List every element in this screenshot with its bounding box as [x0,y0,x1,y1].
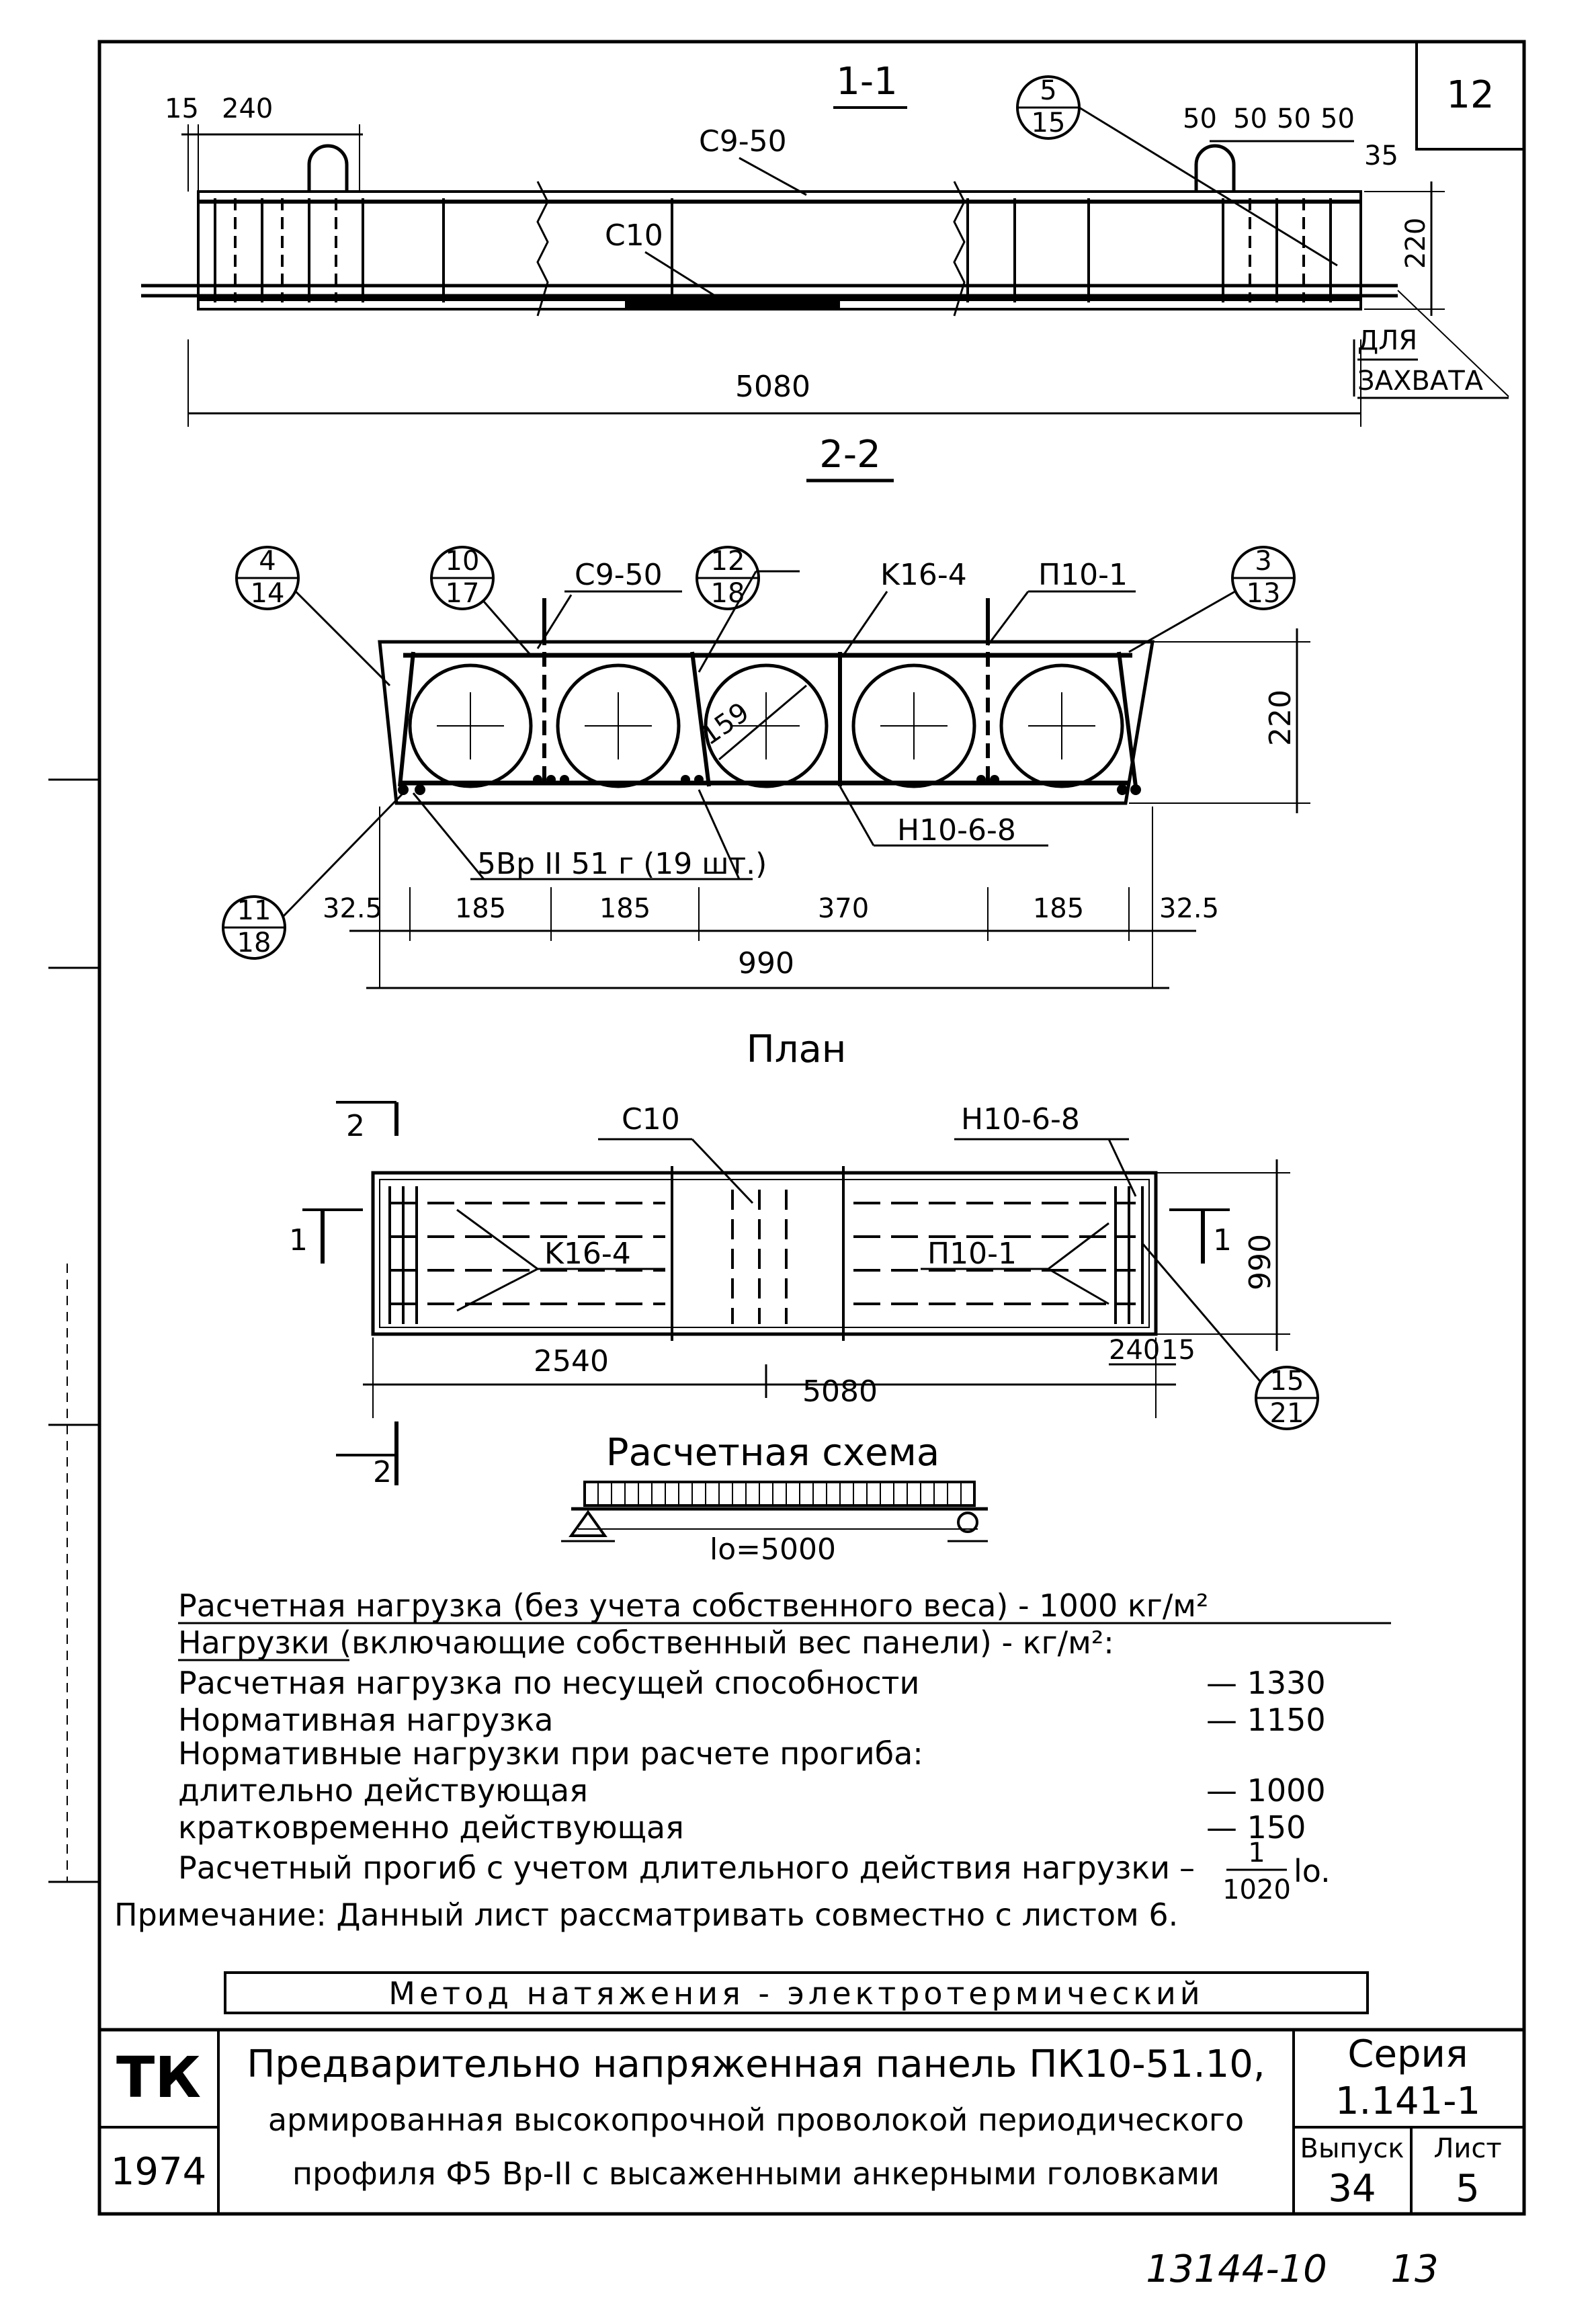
svg-text:50: 50 [1277,104,1311,134]
callout-3-13 [1129,546,1294,652]
svg-text:ЗАХВАТА: ЗАХВАТА [1357,366,1484,397]
svg-text:П10-1: П10-1 [927,1237,1017,1271]
series-value: 1.141-1 [1335,2079,1481,2123]
svg-text:Метод натяжения - электротерми: Метод натяжения - электротермический [388,1975,1204,2012]
svg-text:— 1330: — 1330 [1206,1665,1326,1701]
label-c10: C10 [605,218,663,253]
svg-text:14: 14 [250,578,285,609]
svg-text:C10: C10 [622,1102,680,1137]
lifting-loop-left [309,146,347,192]
title-line-1: Предварительно напряженная панель ПК10-51.10, [247,2043,1265,2086]
archive-suffix: 13 [1390,2247,1439,2291]
corner-number: 12 [1446,73,1495,117]
svg-text:2: 2 [346,1109,365,1143]
hollow-cores [410,665,1122,786]
plan-view [289,1028,1318,1489]
callout-4-14 [237,546,390,686]
svg-text:5: 5 [1040,75,1057,106]
svg-text:21: 21 [1269,1398,1304,1429]
svg-text:lo.: lo. [1294,1853,1331,1889]
svg-text:K16-4: K16-4 [544,1237,631,1271]
load-hatch [585,1482,974,1505]
callout-10-17 [431,546,531,655]
svg-text:2540: 2540 [534,1344,609,1378]
svg-text:lo=5000: lo=5000 [710,1532,836,1567]
section-2-2 [223,433,1310,988]
svg-text:— 150: — 150 [1206,1809,1306,1846]
sheet-label: Лист [1433,2133,1502,2164]
svg-text:длительно действующая: длительно действующая [178,1772,588,1809]
svg-text:17: 17 [445,578,480,609]
svg-text:18: 18 [237,927,271,958]
svg-text:220: 220 [1263,690,1298,746]
svg-text:185: 185 [599,893,651,924]
issue-label: Выпуск [1300,2133,1404,2164]
svg-text:5080: 5080 [735,370,810,404]
svg-text:990: 990 [1243,1234,1277,1290]
method-box [225,1973,1368,2013]
loads-text [114,1587,1391,1933]
archive-number: 13144-10 [1146,2247,1327,2291]
svg-text:4: 4 [259,546,276,577]
svg-text:159: 159 [695,696,755,752]
section-1-1-title: 1-1 [836,60,898,104]
svg-text:185: 185 [454,893,507,924]
svg-text:H10-6-8: H10-6-8 [961,1102,1080,1137]
series-label: Серия [1347,2032,1468,2076]
svg-text:H10-6-8: H10-6-8 [897,813,1016,848]
svg-text:11: 11 [237,895,271,926]
title-line-3: профиля Ф5 Bp-II с высаженными анкерными головками [292,2155,1220,2192]
svg-text:50: 50 [1320,104,1355,134]
svg-text:–: – [1179,1850,1195,1886]
dim-5080-1-1 [188,339,1361,427]
beam-elevation [198,192,1361,309]
svg-text:35: 35 [1364,140,1398,171]
svg-text:Нормативная нагрузка: Нормативная нагрузка [178,1702,554,1738]
svg-text:15: 15 [165,93,199,124]
label-c9-50: C9-50 [699,124,787,159]
svg-text:Расчетная нагрузка по несущей: Расчетная нагрузка по несущей способности [178,1665,920,1701]
c10-mesh [625,301,840,309]
binding-marks [48,780,99,1882]
svg-text:Расчетная нагрузка (без учета: Расчетная нагрузка (без учета собственного веса) - 1000 кг/м² [178,1587,1209,1624]
svg-text:Примечание: Данный лист рассма: Примечание: Данный лист рассматривать совместно с листом 6. [114,1897,1179,1933]
svg-text:50: 50 [1183,104,1217,134]
scheme-title: Расчетная схема [605,1431,940,1475]
plan-outline [373,1173,1156,1334]
svg-text:— 1000: — 1000 [1206,1772,1326,1809]
svg-text:240: 240 [222,93,274,124]
svg-text:Нормативные нагрузки при расче: Нормативные нагрузки при расчете прогиба: [178,1735,923,1772]
svg-text:50: 50 [1233,104,1267,134]
svg-text:Расчетный прогиб с учетом длит: Расчетный прогиб с учетом длительного действия нагрузки [178,1850,1170,1886]
svg-text:185: 185 [1032,893,1085,924]
section-2-2-title: 2-2 [819,433,881,477]
svg-text:ДЛЯ: ДЛЯ [1357,325,1418,356]
year: 1974 [110,2150,207,2194]
svg-text:15: 15 [1031,108,1066,138]
cut-marker-2-top [336,1102,396,1143]
svg-text:C9-50: C9-50 [575,558,663,592]
sheet-value: 5 [1456,2167,1480,2211]
svg-text:1: 1 [1213,1223,1232,1257]
callout-11-18 [223,793,403,958]
svg-text:П10-1: П10-1 [1038,558,1128,592]
dim-220-2-2 [1129,628,1310,813]
svg-text:5080: 5080 [802,1374,878,1409]
svg-text:10: 10 [445,546,480,577]
svg-text:Нагрузки (включающие собственн: Нагрузки (включающие собственный вес панели) - кг/м²: [178,1624,1114,1661]
svg-text:1020: 1020 [1222,1874,1291,1905]
design-scheme [561,1431,988,1567]
plan-title: План [746,1028,847,1071]
svg-text:990: 990 [738,946,794,981]
svg-text:13: 13 [1246,578,1281,609]
dims-bottom-plan [363,1335,1195,1418]
svg-text:12: 12 [710,546,745,577]
svg-text:240: 240 [1109,1335,1161,1366]
corner-number-box [1417,42,1524,149]
svg-text:3: 3 [1255,546,1272,577]
svg-text:1: 1 [1248,1838,1265,1868]
lifting-loop-right [1196,146,1234,192]
svg-text:18: 18 [710,578,745,609]
support-left [571,1512,605,1536]
svg-text:220: 220 [1400,217,1431,269]
svg-text:15: 15 [1269,1366,1304,1397]
section-1-1 [141,60,1509,427]
svg-text:кратковременно действующая: кратковременно действующая [178,1809,684,1846]
title-line-2: армированная высокопрочной проволокой периодического [267,2102,1245,2138]
svg-text:32.5: 32.5 [1159,893,1220,924]
svg-text:1: 1 [289,1223,308,1257]
svg-text:— 1150: — 1150 [1206,1702,1326,1738]
issue-value: 34 [1328,2167,1376,2211]
svg-text:5Bp II 51 г (19 шт.): 5Bp II 51 г (19 шт.) [477,847,767,881]
svg-text:15: 15 [1161,1335,1195,1366]
svg-text:2: 2 [373,1455,392,1489]
cut-marker-1-right [1169,1210,1232,1264]
org-code: ТК [116,2045,201,2110]
svg-text:32.5: 32.5 [323,893,383,924]
svg-text:K16-4: K16-4 [880,558,967,592]
cut-marker-2-bottom [336,1421,396,1489]
svg-text:370: 370 [817,893,870,924]
cut-marker-1-left [289,1210,363,1264]
dims-chain-2-2 [323,807,1219,988]
title-block [99,2030,1524,2214]
